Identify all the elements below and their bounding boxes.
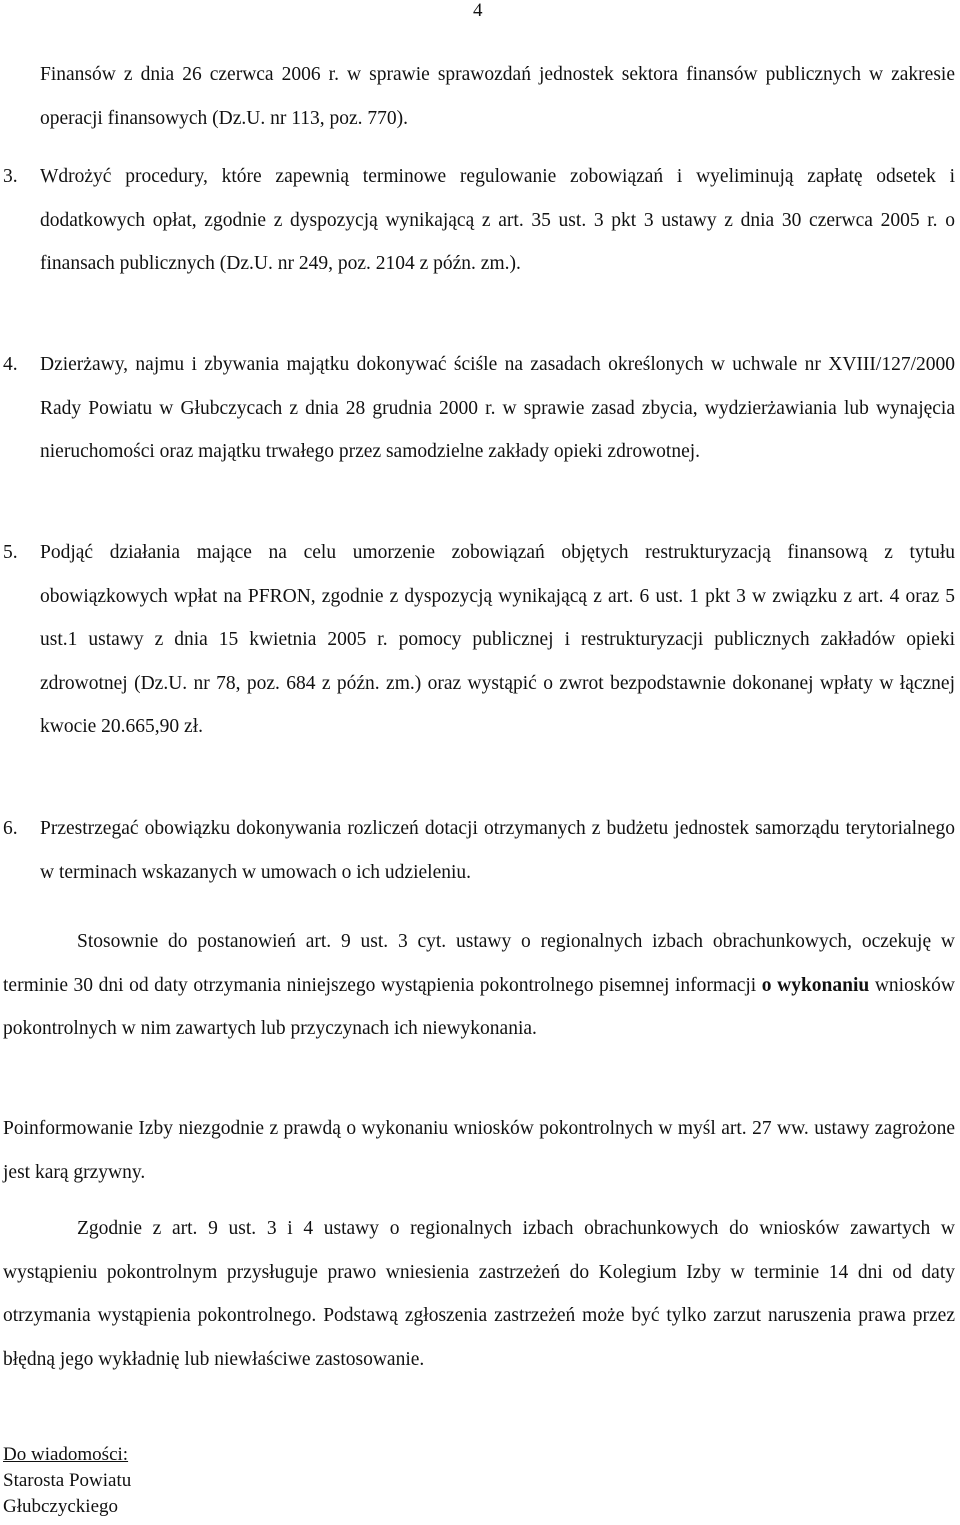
objection-paragraph — [3, 1207, 955, 1381]
item-text: Dzierżawy, najmu i zbywania majątku dokonywać ściśle na zasadach określonych w uchwale nr XVIII/127/2000 Rady Powiatu w Głubczycach z dnia 28 grudnia 2000 r. w sprawie zasad zbycia, wydzierżawiania lub wynajęcia nieruchomości oraz majątku trwałego przez samodzielne zakłady opieki zdrowotnej. — [40, 354, 955, 462]
paragraph-text: Zgodnie z art. 9 ust. 3 i 4 ustawy o regionalnych izbach obrachunkowych do wniosków zawartych w wystąpieniu pokontrolnym przysługuje prawo wniesienia zastrzeżeń do Kolegium Izby w terminie 14 dni od daty otrzymania wystąpienia pokontrolnego. Podstawą zgłoszenia zastrzeżeń może być tylko zarzut naruszenia prawa przez błędną jego wykładnię lub niewłaściwe zastosowanie. — [3, 1218, 955, 1370]
recommendations-list — [0, 53, 960, 895]
item-number: 3. — [3, 166, 18, 187]
item-number: 6. — [3, 818, 18, 839]
response-deadline-paragraph — [3, 920, 955, 1051]
page-number: 4 — [473, 0, 483, 21]
item-text: Przestrzegać obowiązku dokonywania rozliczeń dotacji otrzymanych z budżetu jednostek samorządu terytorialnego w terminach wskazanych w umowach o ich udzieleniu. — [40, 818, 955, 883]
list-item — [0, 343, 960, 517]
item-number: 4. — [3, 354, 18, 375]
recipients-header: Do wiadomości: — [3, 1444, 129, 1465]
item-text: Finansów z dnia 26 czerwca 2006 r. w sprawie sprawozdań jednostek sektora finansów publicznych w zakresie operacji finansowych (Dz.U. nr 113, poz. 770). — [40, 64, 955, 129]
recipients-section — [3, 1442, 131, 1520]
list-item — [0, 53, 960, 141]
paragraph-text: Stosownie do postanowień art. 9 ust. 3 cyt. ustawy o regionalnych izbach obrachunkowych, oczekuję w terminie 30 dni od daty otrzymania niniejszego wystąpienia pokontrolnego pisemnej informacji — [3, 931, 955, 996]
item-text: Wdrożyć procedury, które zapewnią terminowe regulowanie zobowiązań i wyeliminują zapłatę odsetek i dodatkowych opłat, zgodnie z dyspozycją wynikającą z art. 35 ust. 3 pkt 3 ustawy z dnia 30 czerwca 2005 r. o finansach publicznych (Dz.U. nr 249, poz. 2104 z późn. zm.). — [40, 166, 955, 274]
item-number: 5. — [3, 542, 18, 563]
paragraph-text: Poinformowanie Izby niezgodnie z prawdą o wykonaniu wniosków pokontrolnych w myśl art. 27 ww. ustawy zagrożone jest karą grzywny. — [3, 1118, 955, 1183]
list-item — [0, 531, 960, 793]
item-text: Podjąć działania mające na celu umorzenie zobowiązań objętych restrukturyzacją finansową z tytułu obowiązkowych wpłat na PFRON, zgodnie z dyspozycją wynikającą z art. 6 ust. 1 pkt 3 w związku z art. 4 oraz 5 ust.1 ustawy z dnia 15 kwietnia 2005 r. pomocy publicznej i restrukturyzacji publicznych zakładów opieki zdrowotnej (Dz.U. nr 78, poz. 684 z późn. zm.) oraz wystąpić o zwrot bezpodstawnie dokonanej wpłaty w łącznej kwocie 20.665,90 zł. — [40, 542, 955, 737]
recipient-line: Głubczyckiego — [3, 1496, 119, 1517]
penalty-paragraph — [3, 1107, 955, 1194]
paragraph-bold-text: o wykonaniu — [761, 974, 870, 996]
recipient-line: Starosta Powiatu — [3, 1470, 132, 1491]
list-item — [0, 807, 960, 895]
paragraph-text: wniosków pokontrolnych w nim zawartych lub przyczynach ich niewykonania. — [3, 974, 956, 1040]
list-item — [0, 155, 960, 329]
